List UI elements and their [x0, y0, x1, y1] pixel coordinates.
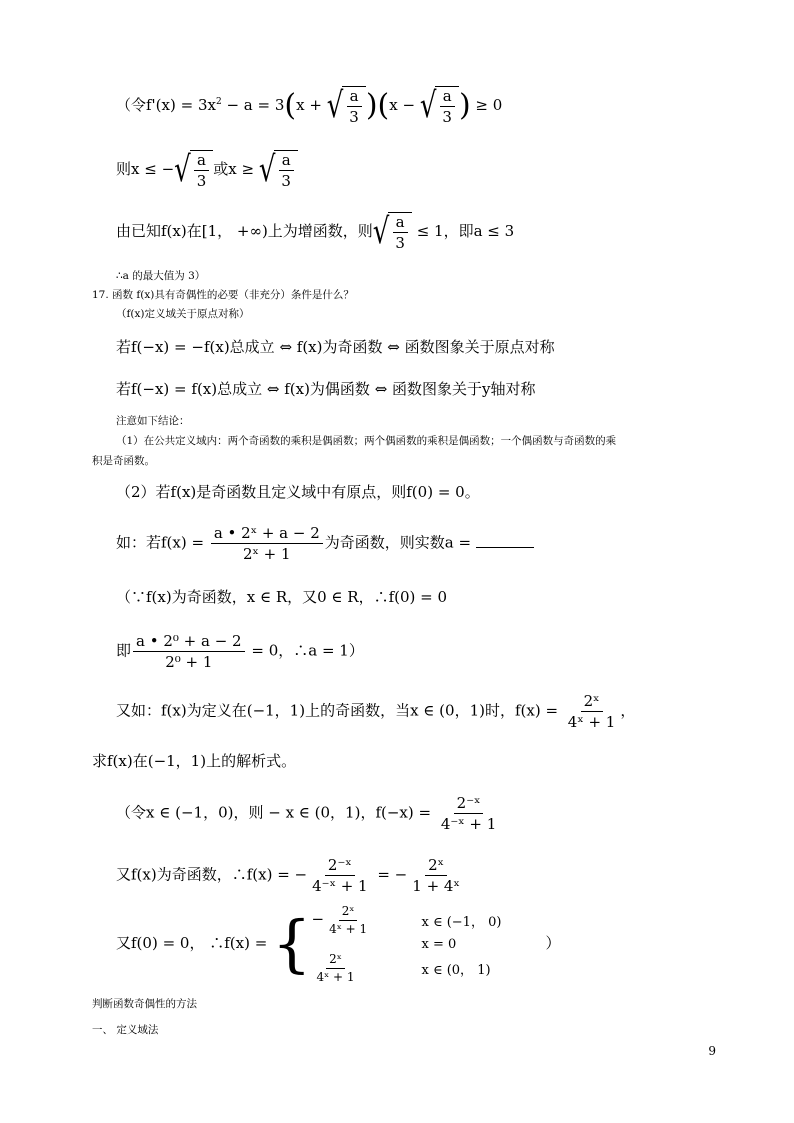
example-1-solution: （∵f(x)为奇函数，x ∈ R，又0 ∈ R，∴f(0) = 0 — [116, 588, 448, 606]
answer-17: （f(x)定义域关于原点对称） — [116, 308, 250, 320]
note-1: （1）在公共定义域内：两个奇函数的乘积是偶函数；两个偶函数的乘积是偶函数；一个偶函数与奇函数的乘 — [116, 435, 617, 447]
piecewise-result: 又f(0) = 0， ∴f(x) = { − $\frac{\text{2ˣ}}{\text{4ˣ + 1}}$ x ∈ (−1， 0) x = 0 $\frac{\text{2ˣ}}{\text{4ˣ + 1}}$ x ∈ (0， 1) ） — [116, 904, 561, 984]
example-1-result: 即 $\frac{\text{a • 2⁰ + a − 2}}{\text{2⁰ + 1}}$ = 0，∴a = 1） — [116, 632, 364, 671]
example-2-step-2: 又f(x)为奇函数，∴f(x) = − $\frac{\text{2⁻ˣ}}{\text{4⁻ˣ + 1}}$ = − $\frac{\text{2ˣ}}{\text{1 + 4ˣ}}$ — [116, 856, 460, 895]
max-value-note: ∴a 的最大值为 3） — [116, 270, 206, 282]
example-2-step-1: （令x ∈ (−1，0)，则 − x ∈ (0，1)，f(−x) = $\frac{\text{2⁻ˣ}}{\text{4⁻ˣ + 1}}$ — [116, 794, 497, 833]
inequality-line: 则x ≤ − √ $\frac{a}{3}$ 或x ≥ √ $\frac{a}{3}$ — [116, 150, 298, 190]
notes-heading: 注意如下结论： — [116, 415, 190, 427]
condition-line: 由已知f(x)在[1， +∞)上为增函数，则 √ $\frac{a}{3}$ ≤ 1，即a ≤ 3 — [116, 211, 515, 253]
example-2: 又如：f(x)为定义在(−1，1)上的奇函数，当x ∈ (0，1)时，f(x) = $\frac{\text{2ˣ}}{\text{4ˣ + 1}}$ ， — [116, 692, 636, 731]
question-17: 17. 函数 f(x)具有奇偶性的必要（非充分）条件是什么？ — [92, 289, 354, 301]
derivative-line: （令$f'(x) = 3x^2 - a = 3(x$ + √ $\frac{a}{3}$ )(x − √ $\frac{a}{3}$ ) ≥ 0 — [116, 85, 503, 127]
section-heading: 判断函数奇偶性的方法 — [92, 998, 197, 1010]
answer-blank — [476, 533, 534, 548]
method-1: 一、 定义域法 — [92, 1024, 159, 1036]
note-1-cont: 积是奇函数。 — [92, 455, 155, 467]
odd-function-rule: 若f(−x) = −f(x)总成立 ⇔ f(x)为奇函数 ⇔ 函数图象关于原点对称 — [116, 338, 555, 356]
example-2-task: 求f(x)在(−1，1)上的解析式。 — [92, 752, 297, 770]
page-number: 9 — [708, 1044, 716, 1058]
note-2: （2）若f(x)是奇函数且定义域中有原点，则f(0) = 0。 — [116, 483, 480, 501]
even-function-rule: 若f(−x) = f(x)总成立 ⇔ f(x)为偶函数 ⇔ 函数图象关于y轴对称 — [116, 380, 536, 398]
example-1: 如：若f(x) = $\frac{\text{a • 2ˣ + a − 2}}{\text{2ˣ + 1}}$ 为奇函数，则实数a = — [116, 524, 534, 563]
